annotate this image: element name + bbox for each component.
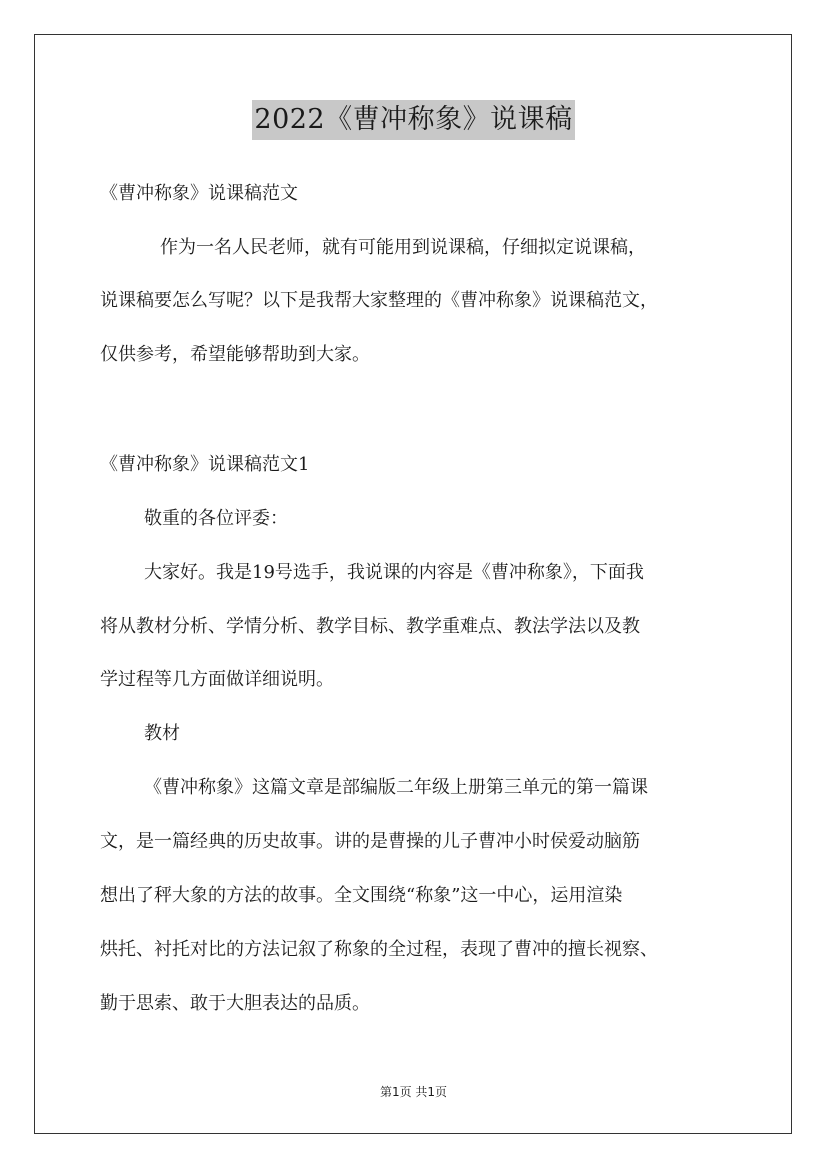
subtitle: 《曹冲称象》说课稿范文	[100, 183, 298, 204]
document-title: 2022《曹冲称象》说课稿	[252, 100, 574, 140]
heading-material: 教材	[144, 723, 180, 744]
para2-line-2: 文，是一篇经典的历史故事。讲的是曹操的儿子曹冲小时侯爱动脑筋	[100, 831, 640, 852]
para1-line-2: 将从教材分析、学情分析、教学目标、教学重难点、教法学法以及教	[100, 616, 640, 637]
title-container	[0, 100, 827, 140]
intro-line-2: 说课稿要怎么写呢？以下是我帮大家整理的《曹冲称象》说课稿范文，	[100, 290, 658, 311]
para2-line-3: 想出了秤大象的方法的故事。全文围绕“称象”这一中心，运用渲染	[100, 885, 623, 906]
greeting: 敬重的各位评委：	[144, 508, 288, 529]
para2-line-5: 勤于思索、敢于大胆表达的品质。	[100, 993, 370, 1014]
para1-line-3: 学过程等几方面做详细说明。	[100, 669, 334, 690]
para2-line-1: 《曹冲称象》这篇文章是部编版二年级上册第三单元的第一篇课	[144, 777, 648, 798]
para2-line-4: 烘托、衬托对比的方法记叙了称象的全过程，表现了曹冲的擅长视察、	[100, 939, 658, 960]
section-heading: 《曹冲称象》说课稿范文1	[100, 454, 310, 475]
page-footer: 第1页 共1页	[379, 1085, 448, 1099]
intro-line-3: 仅供参考，希望能够帮助到大家。	[100, 344, 370, 365]
para1-line-1: 大家好。我是19号选手，我说课的内容是《曹冲称象》，下面我	[144, 562, 644, 583]
intro-line-1: 作为一名人民老师，就有可能用到说课稿，仔细拟定说课稿，	[160, 237, 646, 258]
